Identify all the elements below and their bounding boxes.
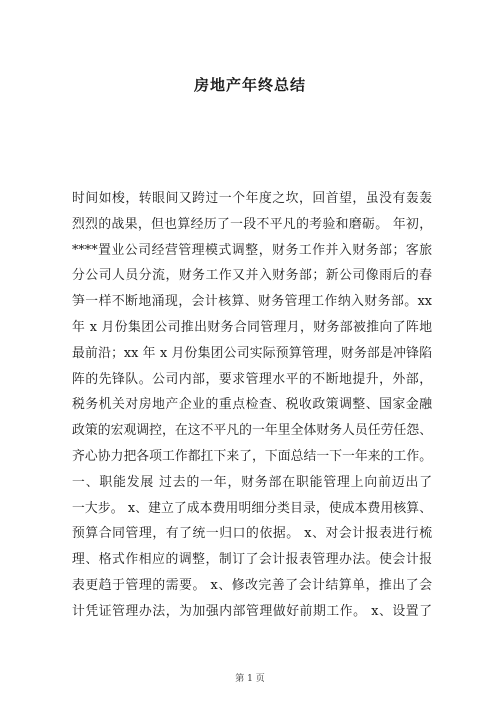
body-line: 时间如梭，转眼间又跨过一个年度之坎，回首望，虽没有轰轰 [72,191,432,206]
body-line: 一、职能发展 过去的一年，财务部在职能管理上向前迈出了 [72,474,432,490]
body-line: 一大步。 x、建立了成本费用明细分类目录，使成本费用核算、 [72,500,432,516]
body-line: 最前沿；xx 年 x 月份集团公司实际预算管理，财务部是冲锋陷 [72,345,432,361]
body-line: 计凭证管理办法，为加强内部管理做好前期工作。 x、设置了 [72,603,432,619]
body-line: 理、格式作相应的调整，制订了会计报表管理办法。使会计报 [72,552,432,568]
body-line: 分公司人员分流，财务工作又并入财务部；新公司像雨后的春 [72,268,432,284]
body-line: 齐心协力把各项工作都扛下来了，下面总结一下一年来的工作。 [72,448,432,464]
document-body [72,186,432,625]
body-line: 政策的宏观调控，在这不平凡的一年里全体财务人员任劳任怨、 [72,423,432,439]
body-line: 笋一样不断地涌现，会计核算、财务管理工作纳入财务部。xx [72,294,432,310]
document-title: 房地产年终总结 [193,76,306,94]
body-line: ****置业公司经营管理模式调整，财务工作并入财务部；客旅 [72,242,432,258]
body-line: 税务机关对房地产企业的重点检查、税收政策调整、国家金融 [72,397,432,413]
body-line: 预算合同管理，有了统一归口的依据。 x、对会计报表进行梳 [72,526,432,542]
page-number-footer: 第 1 页 [235,674,265,684]
body-line: 年 x 月份集团公司推出财务合同管理月，财务部被推向了阵地 [72,319,432,335]
body-line: 表更趋于管理的需要。 x、修改完善了会计结算单，推出了会 [72,577,432,593]
body-line: 烈烈的战果，但也算经历了一段不平凡的考验和磨砺。 年初， [72,216,432,232]
body-line: 阵的先锋队。公司内部，要求管理水平的不断地提升，外部， [72,371,432,387]
